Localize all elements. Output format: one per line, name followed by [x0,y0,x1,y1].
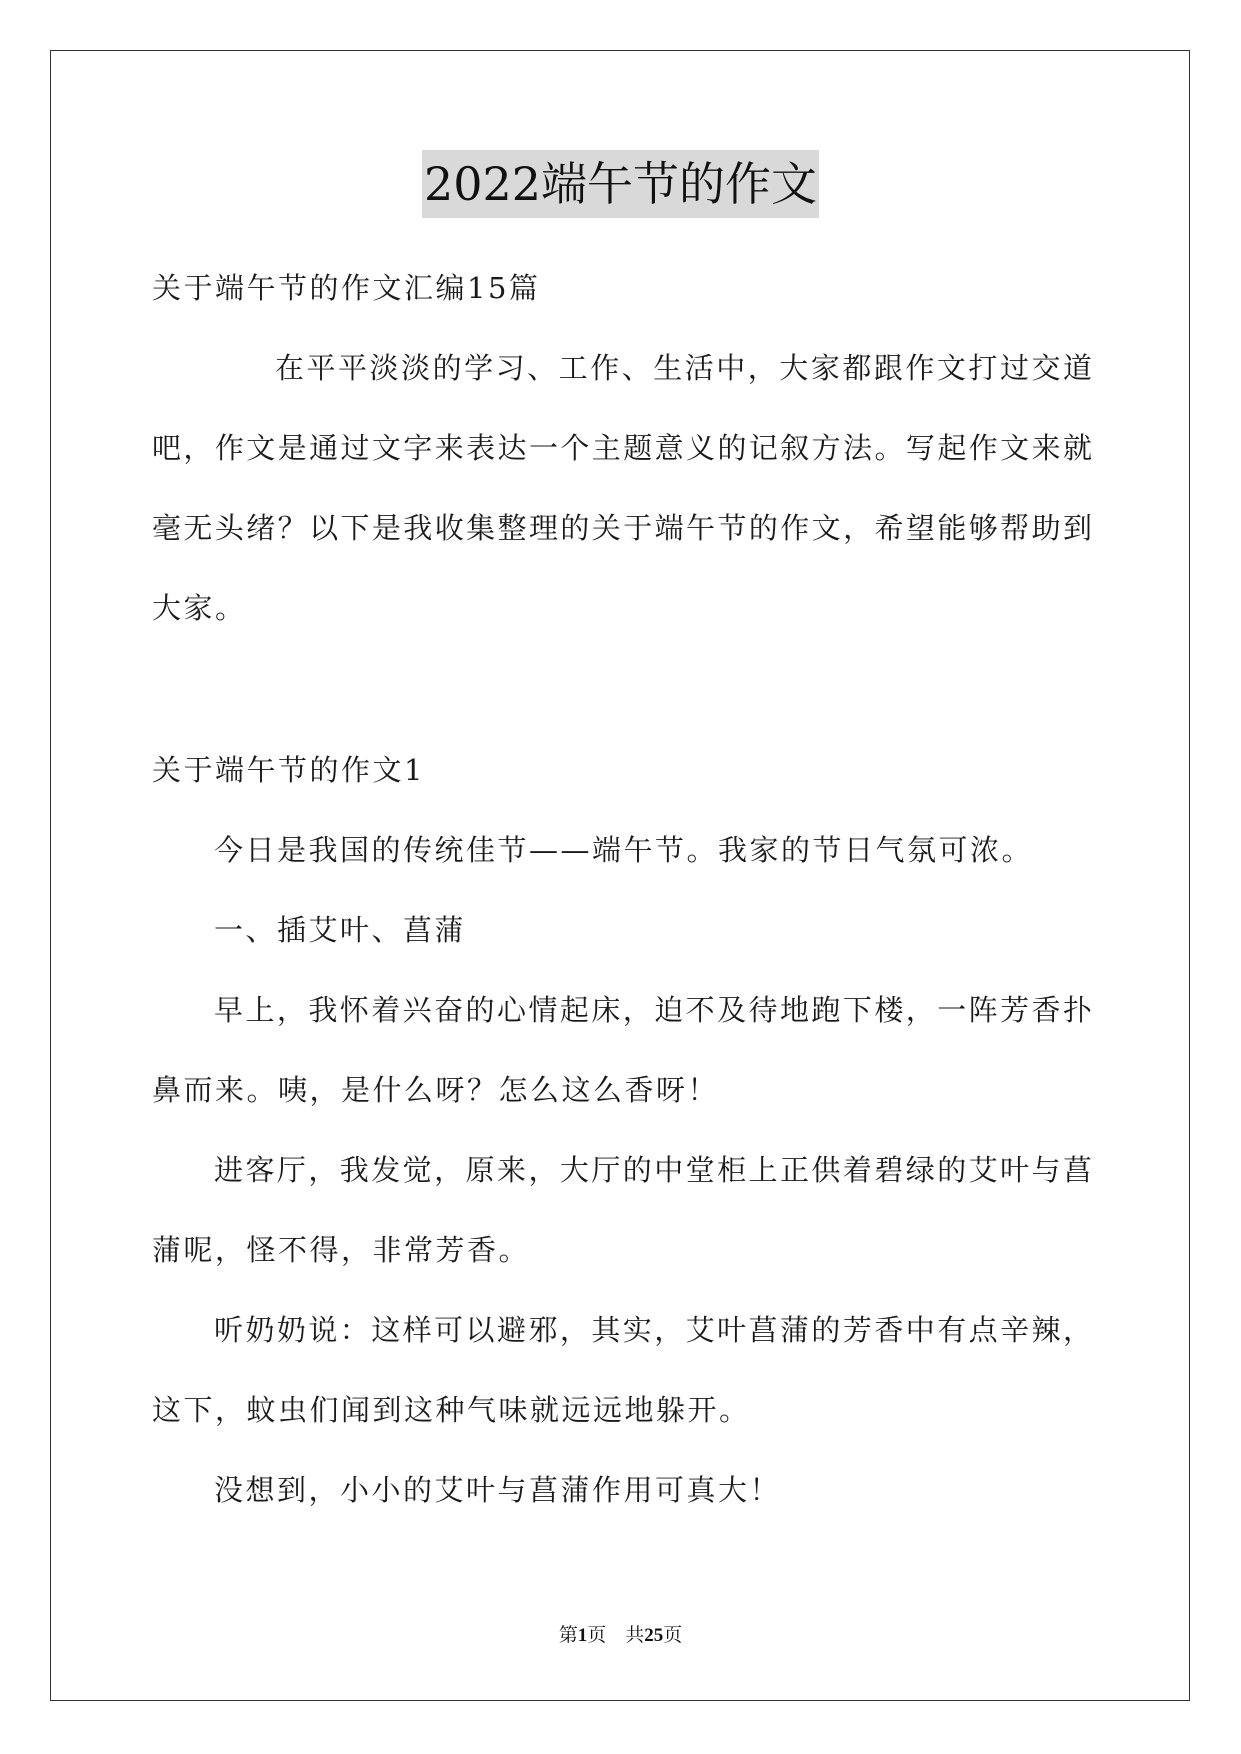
title-wrap [0,150,1241,218]
intro-line-2: 吧，作文是通过文字来表达一个主题意义的记叙方法。写起作文来就 [152,431,1092,465]
footer-suffix: 页 [663,1624,683,1646]
document-title: 2022端午节的作文 [422,150,819,218]
footer-mid: 页 共 [587,1624,645,1646]
footer-page-current: 1 [577,1625,588,1646]
footer-prefix: 第 [558,1624,578,1646]
body-line-6: 蒲呢，怪不得，非常芳香。 [152,1233,531,1267]
section-heading: 关于端午节的作文1 [152,753,425,787]
intro-line-4: 大家。 [152,591,247,625]
intro-line-3: 毫无头绪？以下是我收集整理的关于端午节的作文，希望能够帮助到 [152,511,1092,545]
body-line-8: 这下，蚊虫们闻到这种气味就远远地躲开。 [152,1393,751,1427]
body-line-5: 进客厅，我发觉，原来，大厅的中堂柜上正供着碧绿的艾叶与菖 [214,1153,1092,1187]
body-line-3: 早上，我怀着兴奋的心情起床，迫不及待地跑下楼，一阵芳香扑 [214,993,1092,1027]
body-line-9: 没想到，小小的艾叶与菖蒲作用可真大！ [214,1473,782,1507]
document-subtitle: 关于端午节的作文汇编15篇 [152,271,541,305]
body-line-4: 鼻而来。咦，是什么呀？怎么这么香呀！ [152,1073,720,1107]
intro-line-1: 在平平淡淡的学习、工作、生活中，大家都跟作文打过交道 [275,351,1092,385]
body-line-2: 一、插艾叶、菖蒲 [214,913,467,947]
page-footer [0,1620,1241,1647]
body-line-7: 听奶奶说：这样可以避邪，其实，艾叶菖蒲的芳香中有点辛辣， [214,1313,1092,1347]
body-line-1: 今日是我国的传统佳节——端午节。我家的节日气氛可浓。 [214,833,1034,867]
footer-page-total: 25 [644,1625,664,1646]
